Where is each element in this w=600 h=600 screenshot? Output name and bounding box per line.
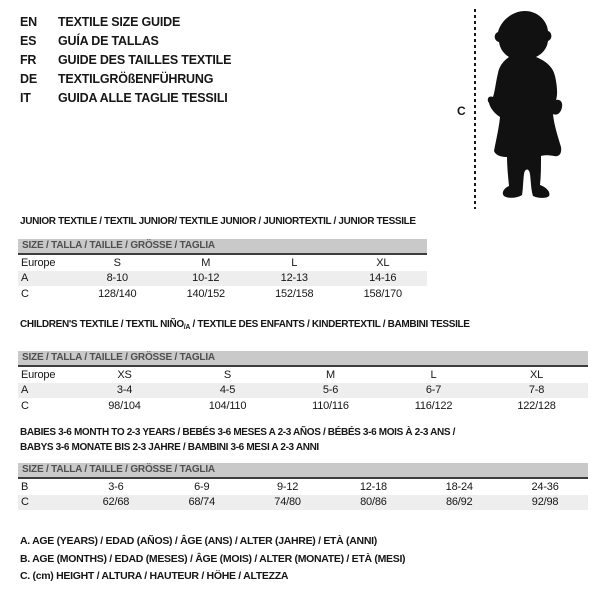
language-code: EN <box>20 15 37 29</box>
section-title-line1: BABIES 3-6 MONTH TO 2-3 YEARS / BEBÉS 3-6 MESES A 2-3 AÑOS / BÉBÉS 3-6 MOIS À 2-3 ANS / <box>20 427 456 438</box>
header-cell: Europe <box>21 256 56 269</box>
junior-size-table <box>18 255 427 302</box>
row-label-cell: A <box>21 384 29 397</box>
legend-notes <box>20 533 405 586</box>
section-title-line2: BABYS 3-6 MONATE BIS 2-3 JAHRE / BAMBINI 3-6 MESI A 2-3 ANNI <box>20 442 319 453</box>
value-cell: 12-18 <box>359 480 387 493</box>
value-cell: 62/68 <box>102 496 130 509</box>
value-cell: 14-16 <box>369 272 397 285</box>
table-header-row <box>18 367 588 383</box>
value-cell: 128/140 <box>98 287 137 300</box>
header-cell: XL <box>529 368 544 381</box>
language-code: IT <box>20 91 31 105</box>
value-cell: 74/80 <box>274 496 301 509</box>
language-row-fr <box>20 51 231 70</box>
value-cell: 12-13 <box>280 272 308 285</box>
header-cell: L <box>430 368 437 381</box>
babies-size-table <box>18 479 588 510</box>
value-cell: 10-12 <box>192 272 220 285</box>
value-cell: 104/110 <box>208 399 247 412</box>
value-cell: 152/158 <box>275 287 314 300</box>
value-cell: 7-8 <box>528 384 545 397</box>
header-cell: S <box>223 368 232 381</box>
value-cell: 6-7 <box>425 384 442 397</box>
value-cell: 140/152 <box>186 287 225 300</box>
language-row-es <box>20 32 231 51</box>
header-cell: Europe <box>21 368 56 381</box>
row-label-cell: C <box>21 399 29 412</box>
value-cell: 24-36 <box>531 480 559 493</box>
section-title-part: / TEXTILE DES ENFANTS / KINDERTEXTIL / BAMBINI TESSILE <box>190 319 470 330</box>
value-cell: 92/98 <box>531 496 559 509</box>
note-age-months: B. AGE (MONTHS) / EDAD (MESES) / ÂGE (MOIS) / ALTER (MONATE) / ETÀ (MESI) <box>20 552 406 565</box>
section-title-subscript: /A <box>183 324 191 331</box>
value-cell: 5-6 <box>322 384 339 397</box>
section-childrens-textile <box>18 319 588 414</box>
header-cell: XL <box>376 256 390 269</box>
header-cell: M <box>201 256 211 269</box>
language-code: ES <box>20 34 37 48</box>
table-row-c <box>18 398 588 414</box>
note-age-years: A. AGE (YEARS) / EDAD (AÑOS) / ÂGE (ANS) / ALTER (JAHRE) / ETÀ (ANNI) <box>20 535 377 547</box>
language-code: FR <box>20 53 37 67</box>
size-header-bar: SIZE / TALLA / TAILLE / GRÖSSE / TAGLIA <box>18 239 427 255</box>
value-cell: 68/74 <box>188 496 215 509</box>
language-row-de <box>20 70 231 89</box>
row-label-cell: C <box>21 287 29 300</box>
language-row-it <box>20 89 231 108</box>
header-cell: L <box>291 256 298 269</box>
row-label-cell: B <box>21 480 29 493</box>
height-measure-dotted-line <box>474 9 476 209</box>
language-title: GUIDA ALLE TAGLIE TESSILI <box>58 91 228 105</box>
children-size-table <box>18 367 588 414</box>
language-row-en <box>20 13 231 32</box>
table-header-row <box>18 255 427 271</box>
section-junior-textile <box>18 216 427 302</box>
language-title: TEXTILGRÖßENFÜHRUNG <box>58 72 214 86</box>
value-cell: 18-24 <box>445 480 473 493</box>
value-cell: 98/104 <box>108 399 141 412</box>
table-row-a <box>18 271 427 287</box>
value-cell: 3-4 <box>116 384 133 397</box>
value-cell: 4-5 <box>219 384 236 397</box>
value-cell: 158/170 <box>363 287 402 300</box>
height-measure-label: C <box>457 104 466 118</box>
header-cell: XS <box>117 368 132 381</box>
header-cell: M <box>326 368 335 381</box>
value-cell: 3-6 <box>108 480 124 493</box>
section-babies-textile <box>18 425 588 510</box>
value-cell: 122/128 <box>517 399 556 412</box>
value-cell: 8-10 <box>106 272 128 285</box>
section-title: JUNIOR TEXTILE / TEXTIL JUNIOR/ TEXTILE JUNIOR / JUNIORTEXTIL / JUNIOR TESSILE <box>20 216 416 227</box>
header-cell: S <box>113 256 121 269</box>
language-code: DE <box>20 72 37 86</box>
value-cell: 86/92 <box>445 496 473 509</box>
value-cell: 9-12 <box>276 480 299 493</box>
size-header-bar: SIZE / TALLA / TAILLE / GRÖSSE / TAGLIA <box>18 351 588 367</box>
note-height: C. (cm) HEIGHT / ALTURA / HAUTEUR / HÖHE / ALTEZZA <box>20 570 289 583</box>
language-title: GUÍA DE TALLAS <box>58 34 159 48</box>
row-label-cell: A <box>21 272 29 285</box>
size-header-bar: SIZE / TALLA / TAILLE / GRÖSSE / TAGLIA <box>18 463 588 479</box>
table-row-c <box>18 495 588 511</box>
language-title: GUIDE DES TAILLES TEXTILE <box>58 53 232 67</box>
section-title-part: CHILDREN'S TEXTILE / TEXTIL NIÑO <box>20 319 184 330</box>
value-cell: 80/86 <box>360 496 387 509</box>
table-row-b <box>18 479 588 495</box>
table-row-a <box>18 383 588 399</box>
table-row-c <box>18 286 427 302</box>
value-cell: 116/122 <box>414 399 453 412</box>
row-label-cell: C <box>21 496 29 509</box>
value-cell: 110/116 <box>312 399 349 412</box>
language-title: TEXTILE SIZE GUIDE <box>58 15 181 29</box>
section-title <box>18 319 588 334</box>
language-list <box>20 13 231 108</box>
baby-silhouette-image <box>481 8 569 206</box>
value-cell: 6-9 <box>194 480 210 493</box>
